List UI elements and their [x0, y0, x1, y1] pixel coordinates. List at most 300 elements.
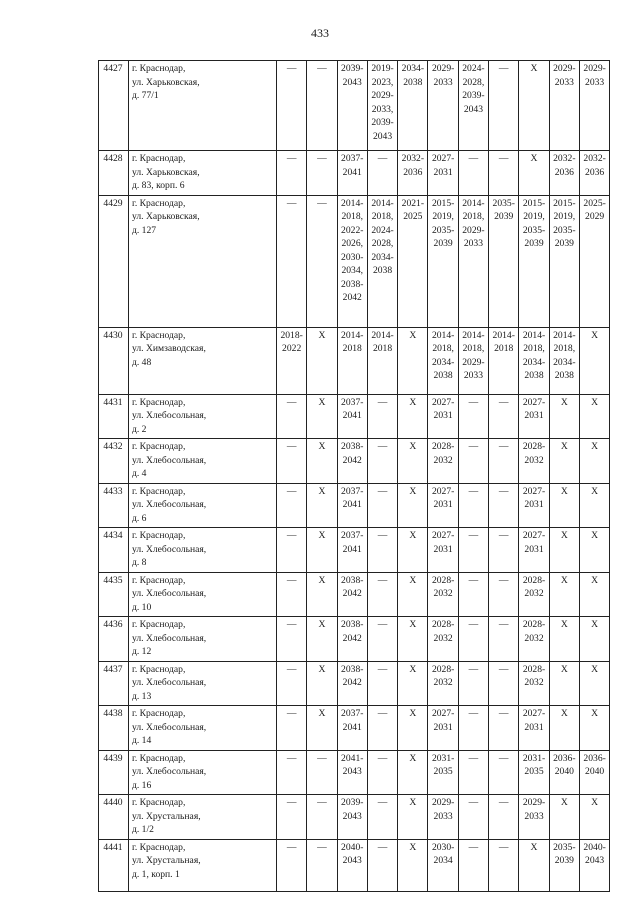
- period-cell: [398, 661, 428, 706]
- address-line: ул. Хлебосольная,: [132, 721, 207, 733]
- period-value: 2028,: [371, 238, 394, 249]
- table-row: [99, 483, 610, 528]
- page-number: 433: [311, 26, 329, 40]
- address-line: д. 8: [132, 557, 147, 568]
- row-number-cell: 4435: [99, 572, 129, 617]
- address-cell: [129, 661, 277, 706]
- period-cell: [367, 483, 397, 528]
- address-line: д. 1, корп. 1: [132, 868, 180, 880]
- period-value: 2033,: [371, 103, 394, 115]
- period-value: 2038: [554, 370, 574, 381]
- address-line: ул. Хлебосольная,: [132, 410, 207, 421]
- period-value: X: [591, 441, 599, 452]
- period-value: 2028-: [522, 441, 546, 452]
- period-cell: [367, 706, 397, 751]
- period-value: 2031: [433, 499, 453, 510]
- period-value: 2018-: [280, 329, 303, 341]
- period-cell: [519, 661, 549, 706]
- period-cell: [398, 439, 428, 484]
- period-value: 2038: [403, 76, 423, 88]
- period-cell: [428, 839, 458, 891]
- address-cell: [129, 195, 277, 327]
- period-value: 2036-: [583, 752, 606, 764]
- period-value: 2033: [554, 76, 574, 88]
- period-value: 2033: [433, 810, 453, 822]
- row-number-cell: 4432: [99, 439, 129, 484]
- period-cell: [277, 750, 307, 795]
- period-value: —: [498, 485, 509, 497]
- period-value: 2041: [342, 499, 362, 510]
- period-value: —: [498, 530, 509, 541]
- period-cell: [337, 839, 367, 891]
- period-value: X: [409, 530, 417, 541]
- period-value: 2037-: [341, 396, 364, 408]
- period-value: —: [498, 396, 509, 408]
- period-value: —: [286, 574, 297, 586]
- period-value: 2032-: [553, 153, 576, 164]
- period-cell: [549, 394, 579, 439]
- period-cell: [519, 750, 549, 795]
- period-cell: [458, 528, 488, 573]
- period-cell: [549, 661, 579, 706]
- row-number-cell: 4431: [99, 394, 129, 439]
- period-value: —: [377, 574, 388, 586]
- period-value: —: [468, 797, 479, 808]
- period-value: 2034,: [341, 265, 364, 276]
- period-value: 2015-: [431, 197, 455, 209]
- address-line: г. Краснодар,: [132, 63, 186, 74]
- period-value: 2037-: [341, 708, 364, 719]
- period-value: 2031: [433, 721, 453, 733]
- period-cell: [277, 617, 307, 662]
- period-cell: [398, 839, 428, 891]
- period-value: —: [286, 752, 297, 764]
- period-cell: [337, 706, 367, 751]
- address-line: д. 77/1: [132, 90, 159, 101]
- period-value: —: [286, 153, 297, 164]
- period-value: 2040: [554, 766, 574, 777]
- period-value: X: [560, 574, 568, 586]
- period-value: X: [560, 485, 568, 497]
- period-value: 2034-: [401, 63, 425, 74]
- period-value: X: [591, 485, 599, 497]
- period-cell: [519, 439, 549, 484]
- table-row: [99, 750, 610, 795]
- address-line: ул. Харьковская,: [132, 166, 200, 178]
- period-value: X: [591, 619, 599, 630]
- period-value: 2034-: [431, 356, 455, 368]
- period-value: 2015-: [522, 197, 546, 209]
- address-line: г. Краснодар,: [132, 153, 186, 164]
- period-cell: [489, 439, 519, 484]
- period-value: X: [409, 329, 417, 341]
- period-cell: [489, 795, 519, 840]
- period-value: X: [409, 574, 417, 586]
- period-value: X: [409, 441, 417, 452]
- period-value: X: [318, 663, 326, 675]
- period-cell: [579, 750, 609, 795]
- period-value: 2037-: [341, 153, 364, 164]
- period-cell: [428, 394, 458, 439]
- period-value: 2031: [433, 410, 453, 421]
- period-value: 2043: [585, 855, 605, 866]
- period-value: 2031: [433, 543, 453, 555]
- period-cell: [549, 439, 579, 484]
- period-value: 2042: [342, 454, 362, 466]
- period-cell: [519, 528, 549, 573]
- period-value: 2043: [342, 76, 362, 88]
- period-value: —: [286, 197, 297, 209]
- address-line: г. Краснодар,: [132, 530, 186, 541]
- address-line: г. Краснодар,: [132, 197, 186, 209]
- period-cell: [519, 795, 549, 840]
- period-value: —: [286, 396, 297, 408]
- table-row: [99, 528, 610, 573]
- period-value: —: [468, 396, 479, 408]
- period-value: —: [286, 441, 297, 452]
- period-value: X: [591, 708, 599, 719]
- period-value: X: [318, 485, 326, 497]
- period-value: —: [498, 63, 509, 74]
- period-value: X: [591, 329, 599, 341]
- address-line: г. Краснодар,: [132, 841, 186, 853]
- period-value: 2029-: [583, 63, 606, 74]
- period-cell: [398, 750, 428, 795]
- period-cell: [428, 483, 458, 528]
- period-value: 2030-: [341, 251, 364, 263]
- period-value: X: [591, 663, 599, 675]
- period-value: 2040-: [341, 841, 364, 853]
- period-value: 2025-: [583, 197, 606, 209]
- period-value: —: [468, 619, 479, 630]
- period-cell: [428, 61, 458, 151]
- period-cell: [398, 327, 428, 394]
- address-line: д. 13: [132, 690, 152, 702]
- period-value: 2036: [554, 166, 574, 178]
- period-value: 2018: [494, 343, 514, 354]
- period-value: —: [377, 153, 388, 164]
- row-number-cell: 4436: [99, 617, 129, 662]
- period-cell: [489, 839, 519, 891]
- period-cell: [489, 617, 519, 662]
- period-value: 2018,: [371, 211, 394, 222]
- period-value: 2038: [372, 265, 393, 276]
- period-value: 2014-: [371, 329, 394, 341]
- period-value: 2038-: [341, 441, 364, 452]
- period-value: 2042: [342, 632, 362, 644]
- period-value: 2030-: [431, 841, 455, 853]
- period-value: X: [530, 153, 538, 164]
- period-cell: [519, 483, 549, 528]
- period-cell: [428, 151, 458, 196]
- period-cell: [367, 839, 397, 891]
- address-line: г. Краснодар,: [132, 485, 186, 497]
- period-value: 2036-: [553, 752, 576, 764]
- address-line: г. Краснодар,: [132, 574, 186, 586]
- period-value: 2018,: [462, 211, 485, 222]
- address-line: ул. Хлебосольная,: [132, 677, 207, 688]
- period-value: —: [317, 197, 327, 209]
- period-cell: [579, 483, 609, 528]
- period-value: 2032: [524, 454, 544, 466]
- period-value: 2014-: [462, 329, 485, 341]
- table-row: [99, 61, 610, 151]
- period-value: 2028-: [431, 663, 455, 675]
- period-cell: [519, 617, 549, 662]
- period-value: 2029-: [462, 356, 485, 368]
- period-cell: [307, 528, 337, 573]
- period-value: 2043: [463, 103, 484, 115]
- period-cell: [307, 394, 337, 439]
- period-cell: [367, 795, 397, 840]
- period-value: 2029-: [431, 63, 455, 74]
- period-cell: [519, 61, 549, 151]
- period-cell: [579, 195, 609, 327]
- period-cell: [428, 706, 458, 751]
- period-cell: [489, 483, 519, 528]
- period-cell: [307, 839, 337, 891]
- row-number-cell: 4427: [99, 61, 129, 151]
- period-value: 2032: [524, 677, 544, 688]
- period-value: 2014-: [492, 329, 515, 341]
- period-cell: [458, 394, 488, 439]
- row-number-cell: 4439: [99, 750, 129, 795]
- period-cell: [307, 750, 337, 795]
- period-value: —: [317, 752, 327, 764]
- period-cell: [458, 572, 488, 617]
- period-value: —: [498, 619, 509, 630]
- period-value: 2024-: [462, 63, 485, 74]
- period-value: —: [468, 841, 479, 853]
- period-value: 2034: [433, 855, 453, 866]
- address-cell: [129, 706, 277, 751]
- row-number-cell: 4429: [99, 195, 129, 327]
- period-value: 2039: [433, 238, 453, 249]
- period-cell: [398, 795, 428, 840]
- table-row: [99, 661, 610, 706]
- period-value: 2031-: [431, 752, 455, 764]
- period-value: 2026,: [341, 238, 364, 249]
- period-cell: [337, 151, 367, 196]
- period-value: 2038-: [341, 574, 364, 586]
- address-cell: [129, 151, 277, 196]
- period-cell: [277, 572, 307, 617]
- period-cell: [337, 528, 367, 573]
- period-cell: [549, 839, 579, 891]
- period-value: —: [498, 752, 509, 764]
- period-cell: [428, 572, 458, 617]
- period-value: 2034-: [371, 251, 394, 263]
- period-value: 2032-: [401, 153, 425, 164]
- period-cell: [489, 706, 519, 751]
- period-value: —: [377, 797, 388, 808]
- period-cell: [398, 572, 428, 617]
- period-cell: [458, 483, 488, 528]
- period-cell: [549, 750, 579, 795]
- period-value: 2029-: [431, 797, 455, 808]
- period-value: 2035-: [522, 224, 546, 236]
- period-value: 2027-: [431, 153, 455, 164]
- period-value: 2032: [433, 632, 453, 644]
- address-line: ул. Хрустальная,: [132, 810, 201, 822]
- period-value: 2014-: [553, 329, 576, 341]
- period-value: —: [498, 153, 509, 164]
- period-value: 2018,: [341, 211, 364, 222]
- period-value: 2038-: [341, 278, 364, 290]
- period-value: X: [318, 441, 326, 452]
- period-value: 2039: [494, 211, 514, 222]
- period-value: —: [286, 530, 297, 541]
- period-cell: [549, 795, 579, 840]
- period-value: 2031-: [522, 752, 546, 764]
- address-line: г. Краснодар,: [132, 708, 186, 719]
- period-value: 2041-: [341, 752, 364, 764]
- period-value: 2039: [554, 238, 574, 249]
- period-value: 2018,: [553, 343, 576, 354]
- period-cell: [519, 706, 549, 751]
- address-line: ул. Хлебосольная,: [132, 454, 207, 466]
- period-value: 2031: [524, 721, 544, 733]
- period-cell: [579, 439, 609, 484]
- period-cell: [458, 706, 488, 751]
- period-value: —: [468, 663, 479, 675]
- period-value: 2029-: [371, 90, 394, 101]
- period-cell: [307, 151, 337, 196]
- period-cell: [579, 839, 609, 891]
- period-cell: [277, 195, 307, 327]
- period-value: X: [409, 708, 417, 719]
- period-cell: [307, 706, 337, 751]
- period-cell: [579, 327, 609, 394]
- table-row: [99, 839, 610, 891]
- period-cell: [579, 617, 609, 662]
- period-value: 2034-: [522, 356, 546, 368]
- address-line: д. 83, корп. 6: [132, 180, 185, 191]
- period-value: 2024-: [371, 224, 394, 236]
- period-cell: [337, 750, 367, 795]
- address-line: д. 16: [132, 779, 152, 791]
- period-cell: [428, 661, 458, 706]
- period-value: X: [560, 619, 568, 630]
- period-value: —: [286, 663, 297, 675]
- period-value: 2019,: [553, 211, 576, 222]
- period-cell: [458, 327, 488, 394]
- period-value: X: [560, 530, 568, 541]
- address-line: д. 6: [132, 512, 147, 524]
- period-value: 2040-: [583, 841, 606, 853]
- period-cell: [519, 572, 549, 617]
- period-cell: [277, 327, 307, 394]
- period-value: 2031: [433, 166, 453, 178]
- period-cell: [398, 528, 428, 573]
- period-value: —: [498, 663, 509, 675]
- period-cell: [337, 327, 367, 394]
- period-value: —: [317, 63, 327, 74]
- period-cell: [367, 195, 397, 327]
- period-value: 2042: [342, 588, 362, 599]
- period-cell: [337, 394, 367, 439]
- period-cell: [428, 750, 458, 795]
- period-value: 2028-: [522, 663, 546, 675]
- period-value: —: [377, 752, 388, 764]
- period-cell: [458, 61, 488, 151]
- period-value: X: [560, 396, 568, 408]
- period-value: —: [286, 797, 297, 808]
- period-value: —: [498, 574, 509, 586]
- address-line: д. 4: [132, 468, 147, 479]
- period-cell: [489, 394, 519, 439]
- period-value: 2043: [342, 855, 362, 866]
- period-value: X: [591, 396, 599, 408]
- period-cell: [549, 483, 579, 528]
- address-line: г. Краснодар,: [132, 441, 186, 452]
- period-value: X: [409, 797, 417, 808]
- period-value: —: [286, 841, 297, 853]
- period-value: —: [468, 530, 479, 541]
- period-cell: [579, 61, 609, 151]
- period-value: —: [286, 708, 297, 719]
- address-cell: [129, 528, 277, 573]
- period-cell: [428, 617, 458, 662]
- period-value: 2014-: [522, 329, 546, 341]
- period-value: —: [468, 153, 479, 164]
- address-cell: [129, 795, 277, 840]
- address-line: г. Краснодар,: [132, 396, 186, 408]
- period-cell: [337, 439, 367, 484]
- period-value: —: [468, 441, 479, 452]
- period-value: 2032: [524, 588, 544, 599]
- period-cell: [277, 706, 307, 751]
- period-cell: [277, 795, 307, 840]
- period-value: 2015-: [553, 197, 576, 209]
- period-value: 2029: [585, 211, 605, 222]
- address-line: д. 1/2: [132, 824, 154, 835]
- row-number-cell: 4438: [99, 706, 129, 751]
- address-line: д. 14: [132, 735, 152, 746]
- period-value: X: [318, 329, 326, 341]
- period-value: —: [377, 530, 388, 541]
- row-number-cell: 4441: [99, 839, 129, 891]
- period-value: 2035: [524, 766, 544, 777]
- address-line: д. 127: [132, 224, 157, 236]
- period-value: 2014-: [341, 197, 364, 209]
- period-value: 2028-: [431, 574, 455, 586]
- period-value: 2039-: [341, 63, 364, 74]
- period-value: 2038-: [341, 663, 364, 675]
- period-cell: [549, 327, 579, 394]
- period-cell: [398, 394, 428, 439]
- table-row: [99, 327, 610, 394]
- period-cell: [458, 195, 488, 327]
- address-cell: [129, 327, 277, 394]
- period-value: 2032: [433, 677, 453, 688]
- period-cell: [519, 394, 549, 439]
- period-value: 2018,: [523, 343, 545, 354]
- period-cell: [307, 483, 337, 528]
- period-value: —: [377, 441, 388, 452]
- period-cell: [458, 839, 488, 891]
- period-value: 2033: [463, 370, 484, 381]
- address-line: д. 2: [132, 423, 147, 435]
- period-cell: [337, 483, 367, 528]
- period-cell: [367, 572, 397, 617]
- period-value: —: [498, 797, 509, 808]
- period-value: 2014-: [431, 329, 455, 341]
- period-value: X: [560, 797, 568, 808]
- period-cell: [337, 661, 367, 706]
- period-cell: [489, 195, 519, 327]
- table-row: [99, 617, 610, 662]
